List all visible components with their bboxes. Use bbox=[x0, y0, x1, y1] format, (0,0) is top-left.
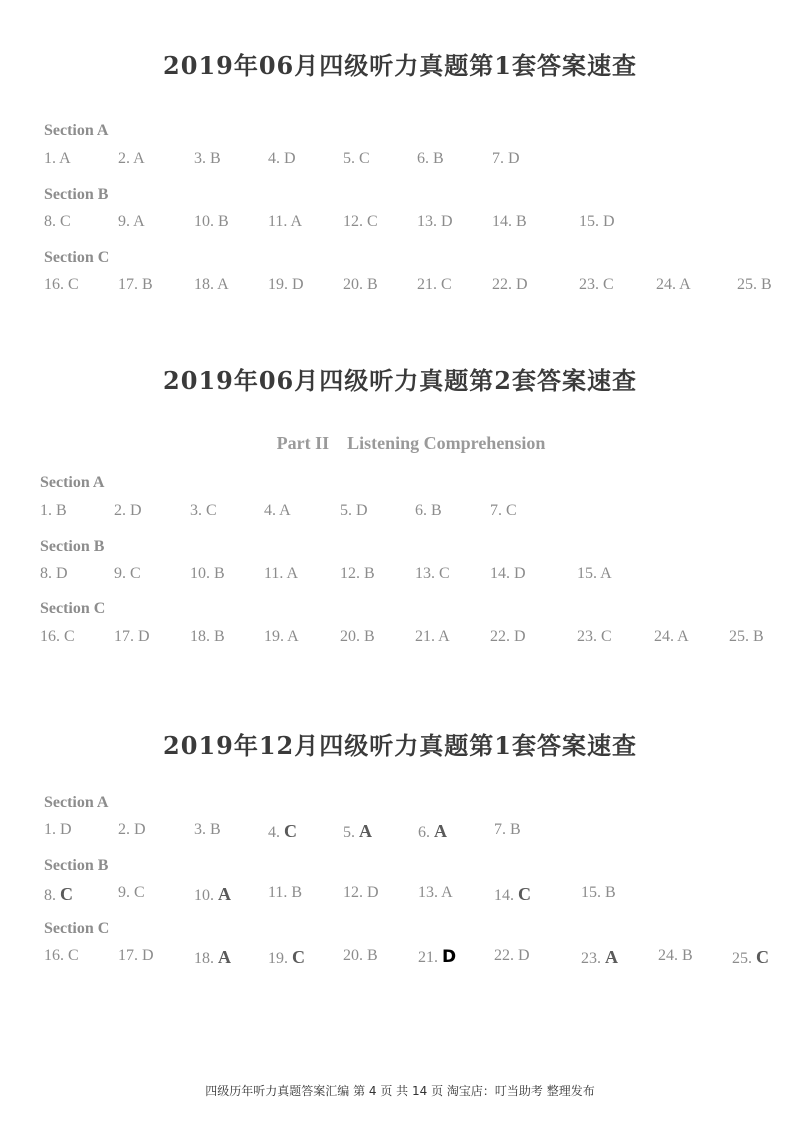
answer-item bbox=[417, 213, 453, 231]
answer-number: 24. bbox=[656, 276, 680, 293]
answer-letter: C bbox=[68, 276, 79, 293]
page-footer: 四级历年听力真题答案汇编 第 4 页 共 14 页 淘宝店：叮当助考 整理发布 bbox=[205, 1084, 595, 1098]
answer-number: 8. bbox=[40, 565, 56, 582]
answer-number: 23. bbox=[577, 628, 601, 645]
answer-number: 5. bbox=[343, 824, 359, 841]
answer-item bbox=[44, 150, 71, 168]
answer-number: 24. bbox=[658, 947, 682, 964]
answer-letter: D bbox=[284, 150, 296, 167]
answer-number: 18. bbox=[190, 628, 214, 645]
answer-letter: A bbox=[359, 821, 372, 841]
answer-item bbox=[268, 884, 302, 902]
answer-number: 20. bbox=[343, 947, 367, 964]
answer-item bbox=[343, 150, 370, 168]
block-2-section-a-answers bbox=[0, 502, 800, 524]
answer-item bbox=[340, 565, 375, 583]
answer-item bbox=[40, 565, 68, 583]
answer-number: 16. bbox=[44, 276, 68, 293]
answer-item bbox=[656, 276, 691, 294]
answer-number: 1. bbox=[44, 821, 60, 838]
answer-item bbox=[114, 628, 150, 646]
answer-number: 8. bbox=[44, 213, 60, 230]
answer-number: 2. bbox=[118, 821, 134, 838]
answer-letter: C bbox=[441, 276, 452, 293]
answer-item bbox=[577, 565, 612, 583]
answer-letter: D bbox=[60, 821, 72, 838]
answer-letter: C bbox=[68, 947, 79, 964]
answer-item bbox=[417, 276, 452, 294]
answer-letter: A bbox=[441, 884, 453, 901]
answer-letter: D bbox=[142, 947, 154, 964]
answer-number: 12. bbox=[340, 565, 364, 582]
answer-letter: D bbox=[292, 276, 304, 293]
answer-number: 4. bbox=[268, 150, 284, 167]
answer-item bbox=[268, 276, 304, 294]
answer-number: 18. bbox=[194, 950, 218, 967]
answer-item bbox=[577, 628, 612, 646]
answer-number: 3. bbox=[194, 821, 210, 838]
answer-letter: B bbox=[364, 628, 375, 645]
answer-number: 5. bbox=[340, 502, 356, 519]
answer-item bbox=[732, 947, 769, 968]
answer-letter: B bbox=[605, 884, 616, 901]
answer-item bbox=[118, 213, 145, 231]
answer-item bbox=[190, 565, 225, 583]
answer-letter: B bbox=[210, 150, 221, 167]
answer-letter: A bbox=[600, 565, 612, 582]
answer-number: 15. bbox=[581, 884, 605, 901]
answer-item bbox=[44, 821, 72, 839]
answer-item bbox=[492, 213, 527, 231]
answer-letter: B bbox=[367, 276, 378, 293]
answer-letter: C bbox=[518, 884, 531, 904]
answer-letter: D bbox=[441, 213, 453, 230]
answer-number: 7. bbox=[494, 821, 510, 838]
answer-number: 7. bbox=[492, 150, 508, 167]
answer-number: 11. bbox=[268, 884, 292, 901]
answer-item bbox=[492, 276, 528, 294]
block-3-section-c-label: Section C bbox=[44, 920, 110, 937]
answer-item bbox=[194, 150, 221, 168]
answer-letter: C bbox=[134, 884, 145, 901]
answer-item bbox=[343, 947, 378, 965]
answer-letter: B bbox=[218, 213, 229, 230]
block-3-title: 2019年12月四级听力真题第1套答案速查 bbox=[163, 731, 637, 760]
answer-letter: D bbox=[138, 628, 150, 645]
answer-item bbox=[343, 821, 372, 842]
answer-number: 22. bbox=[492, 276, 516, 293]
answer-item bbox=[44, 884, 73, 905]
answer-letter: A bbox=[218, 947, 231, 967]
answer-item bbox=[579, 213, 615, 231]
answer-letter: D bbox=[508, 150, 520, 167]
answer-number: 6. bbox=[418, 824, 434, 841]
answer-letter: B bbox=[210, 821, 221, 838]
block-2-section-c-answers bbox=[0, 628, 800, 650]
answer-number: 6. bbox=[415, 502, 431, 519]
answer-number: 9. bbox=[118, 213, 134, 230]
answer-item bbox=[118, 821, 146, 839]
answer-number: 14. bbox=[494, 887, 518, 904]
answer-letter: D bbox=[516, 276, 528, 293]
answer-item bbox=[118, 150, 145, 168]
answer-number: 17. bbox=[118, 947, 142, 964]
answer-number: 21. bbox=[415, 628, 439, 645]
answer-number: 16. bbox=[44, 947, 68, 964]
block-1-section-b-label: Section B bbox=[44, 186, 109, 203]
answer-letter: B bbox=[753, 628, 764, 645]
answer-letter: D bbox=[442, 947, 457, 967]
answer-item bbox=[194, 884, 231, 905]
answer-item bbox=[114, 565, 141, 583]
block-1-section-c-label: Section C bbox=[44, 249, 110, 266]
block-1-section-a-label: Section A bbox=[44, 122, 109, 139]
answer-letter: C bbox=[60, 884, 73, 904]
block-2-section-b-label: Section B bbox=[40, 538, 105, 555]
answer-item bbox=[268, 821, 297, 842]
answer-item bbox=[40, 628, 75, 646]
answer-item bbox=[490, 628, 526, 646]
answer-number: 20. bbox=[340, 628, 364, 645]
answer-number: 15. bbox=[579, 213, 603, 230]
answer-letter: B bbox=[214, 628, 225, 645]
answer-item bbox=[494, 884, 531, 905]
answer-item bbox=[44, 947, 79, 965]
answer-letter: B bbox=[291, 884, 303, 901]
answer-letter: C bbox=[206, 502, 217, 519]
answer-item bbox=[194, 821, 221, 839]
answer-number: 12. bbox=[343, 213, 367, 230]
answer-number: 16. bbox=[40, 628, 64, 645]
answer-item bbox=[418, 947, 456, 967]
answer-item bbox=[417, 150, 444, 168]
answer-letter: A bbox=[218, 884, 231, 904]
answer-item bbox=[579, 276, 614, 294]
answer-letter: B bbox=[433, 150, 444, 167]
answer-letter: A bbox=[434, 821, 447, 841]
answer-item bbox=[268, 213, 302, 231]
answer-number: 2. bbox=[118, 150, 134, 167]
answer-item bbox=[415, 628, 450, 646]
answer-item bbox=[190, 628, 225, 646]
answer-item bbox=[490, 502, 517, 520]
answer-number: 9. bbox=[114, 565, 130, 582]
answer-number: 21. bbox=[418, 949, 442, 966]
answer-number: 11. bbox=[264, 565, 287, 582]
block-2-subtitle: Part II Listening Comprehension bbox=[276, 433, 546, 453]
answer-letter: C bbox=[359, 150, 370, 167]
answer-letter: B bbox=[56, 502, 67, 519]
answer-number: 11. bbox=[268, 213, 291, 230]
answer-number: 13. bbox=[415, 565, 439, 582]
answer-number: 17. bbox=[114, 628, 138, 645]
answer-letter: B bbox=[761, 276, 772, 293]
answer-letter: B bbox=[682, 947, 693, 964]
answer-item bbox=[190, 502, 217, 520]
block-1-title: 2019年06月四级听力真题第1套答案速查 bbox=[163, 51, 637, 80]
answer-item bbox=[343, 213, 378, 231]
answer-item bbox=[494, 821, 521, 839]
answer-letter: D bbox=[603, 213, 615, 230]
answer-number: 5. bbox=[343, 150, 359, 167]
block-2-section-a-label: Section A bbox=[40, 474, 105, 491]
answer-number: 4. bbox=[268, 824, 284, 841]
answer-number: 20. bbox=[343, 276, 367, 293]
answer-number: 12. bbox=[343, 884, 367, 901]
answer-letter: A bbox=[59, 150, 71, 167]
answer-item bbox=[114, 502, 142, 520]
answer-item bbox=[737, 276, 772, 294]
answer-number: 17. bbox=[118, 276, 142, 293]
answer-item bbox=[118, 884, 145, 902]
answer-letter: B bbox=[364, 565, 375, 582]
answer-number: 10. bbox=[194, 213, 218, 230]
answer-letter: C bbox=[284, 821, 297, 841]
answer-item bbox=[418, 884, 453, 902]
answer-item bbox=[268, 947, 305, 968]
answer-item bbox=[194, 947, 231, 968]
answer-number: 23. bbox=[581, 950, 605, 967]
answer-letter: A bbox=[679, 276, 691, 293]
answer-number: 23. bbox=[579, 276, 603, 293]
answer-letter: C bbox=[603, 276, 614, 293]
answer-item bbox=[492, 150, 520, 168]
answer-item bbox=[118, 947, 154, 965]
answer-item bbox=[654, 628, 689, 646]
answer-item bbox=[118, 276, 153, 294]
answer-item bbox=[194, 276, 229, 294]
answer-item bbox=[268, 150, 296, 168]
answer-number: 25. bbox=[729, 628, 753, 645]
answer-letter: B bbox=[214, 565, 225, 582]
answer-letter: A bbox=[287, 628, 299, 645]
block-3-section-b-label: Section B bbox=[44, 857, 109, 874]
block-2-section-c-label: Section C bbox=[40, 600, 106, 617]
answer-item bbox=[729, 628, 764, 646]
answer-letter: C bbox=[64, 628, 75, 645]
answer-letter: C bbox=[506, 502, 517, 519]
answer-number: 21. bbox=[417, 276, 441, 293]
answer-letter: A bbox=[133, 150, 145, 167]
answer-letter: C bbox=[60, 213, 71, 230]
answer-letter: C bbox=[130, 565, 141, 582]
answer-number: 3. bbox=[190, 502, 206, 519]
answer-number: 25. bbox=[737, 276, 761, 293]
answer-letter: B bbox=[431, 502, 442, 519]
answer-number: 22. bbox=[490, 628, 514, 645]
block-3-section-b-answers bbox=[0, 884, 800, 906]
answer-number: 3. bbox=[194, 150, 210, 167]
block-3-section-a-label: Section A bbox=[44, 794, 109, 811]
answer-item bbox=[415, 565, 450, 583]
answer-letter: D bbox=[514, 565, 526, 582]
answer-item bbox=[44, 276, 79, 294]
answer-number: 14. bbox=[492, 213, 516, 230]
answer-number: 19. bbox=[268, 276, 292, 293]
answer-item bbox=[418, 821, 447, 842]
answer-letter: A bbox=[438, 628, 450, 645]
answer-item bbox=[490, 565, 526, 583]
answer-letter: D bbox=[130, 502, 142, 519]
answer-number: 10. bbox=[190, 565, 214, 582]
block-3-section-c-answers bbox=[0, 947, 800, 969]
answer-item bbox=[264, 628, 299, 646]
answer-letter: B bbox=[516, 213, 527, 230]
answer-item bbox=[340, 502, 368, 520]
answer-number: 6. bbox=[417, 150, 433, 167]
answer-letter: C bbox=[756, 947, 769, 967]
answer-number: 14. bbox=[490, 565, 514, 582]
answer-number: 19. bbox=[268, 950, 292, 967]
answer-letter: D bbox=[56, 565, 68, 582]
answer-letter: C bbox=[292, 947, 305, 967]
answer-letter: A bbox=[279, 502, 291, 519]
answer-item bbox=[343, 884, 379, 902]
answer-item bbox=[581, 947, 618, 968]
answer-letter: B bbox=[367, 947, 378, 964]
answer-letter: A bbox=[133, 213, 145, 230]
answer-number: 7. bbox=[490, 502, 506, 519]
answer-number: 18. bbox=[194, 276, 218, 293]
answer-letter: D bbox=[518, 947, 530, 964]
answer-item bbox=[194, 213, 229, 231]
answer-letter: A bbox=[605, 947, 618, 967]
answer-number: 13. bbox=[417, 213, 441, 230]
answer-letter: A bbox=[677, 628, 689, 645]
answer-number: 25. bbox=[732, 950, 756, 967]
block-1-section-c-answers bbox=[0, 276, 800, 298]
answer-letter: D bbox=[356, 502, 368, 519]
answer-item bbox=[658, 947, 693, 965]
answer-item bbox=[264, 565, 298, 583]
answer-item bbox=[343, 276, 378, 294]
answer-letter: D bbox=[134, 821, 146, 838]
answer-letter: A bbox=[286, 565, 299, 582]
answer-number: 2. bbox=[114, 502, 130, 519]
answer-letter: C bbox=[367, 213, 378, 230]
answer-letter: C bbox=[601, 628, 612, 645]
answer-number: 4. bbox=[264, 502, 280, 519]
answer-item bbox=[40, 502, 67, 520]
answer-item bbox=[44, 213, 71, 231]
answer-number: 19. bbox=[264, 628, 288, 645]
answer-number: 9. bbox=[118, 884, 134, 901]
block-2-section-b-answers bbox=[0, 565, 800, 587]
answer-letter: D bbox=[514, 628, 526, 645]
answer-letter: D bbox=[367, 884, 379, 901]
answer-letter: A bbox=[290, 213, 303, 230]
answer-letter: C bbox=[439, 565, 450, 582]
answer-item bbox=[340, 628, 375, 646]
block-1-section-a-answers bbox=[0, 150, 800, 172]
answer-item bbox=[494, 947, 530, 965]
answer-number: 1. bbox=[40, 502, 56, 519]
answer-number: 10. bbox=[194, 887, 218, 904]
answer-number: 8. bbox=[44, 887, 60, 904]
answer-letter: B bbox=[510, 821, 521, 838]
answer-number: 1. bbox=[44, 150, 60, 167]
answer-letter: B bbox=[142, 276, 153, 293]
block-1-section-b-answers bbox=[0, 213, 800, 235]
answer-number: 22. bbox=[494, 947, 518, 964]
block-3-section-a-answers bbox=[0, 821, 800, 843]
answer-number: 13. bbox=[418, 884, 442, 901]
answer-item bbox=[415, 502, 442, 520]
answer-number: 24. bbox=[654, 628, 678, 645]
answer-item bbox=[581, 884, 616, 902]
answer-item bbox=[264, 502, 291, 520]
block-2-title: 2019年06月四级听力真题第2套答案速查 bbox=[163, 366, 637, 395]
answer-letter: A bbox=[217, 276, 229, 293]
answer-number: 15. bbox=[577, 565, 601, 582]
